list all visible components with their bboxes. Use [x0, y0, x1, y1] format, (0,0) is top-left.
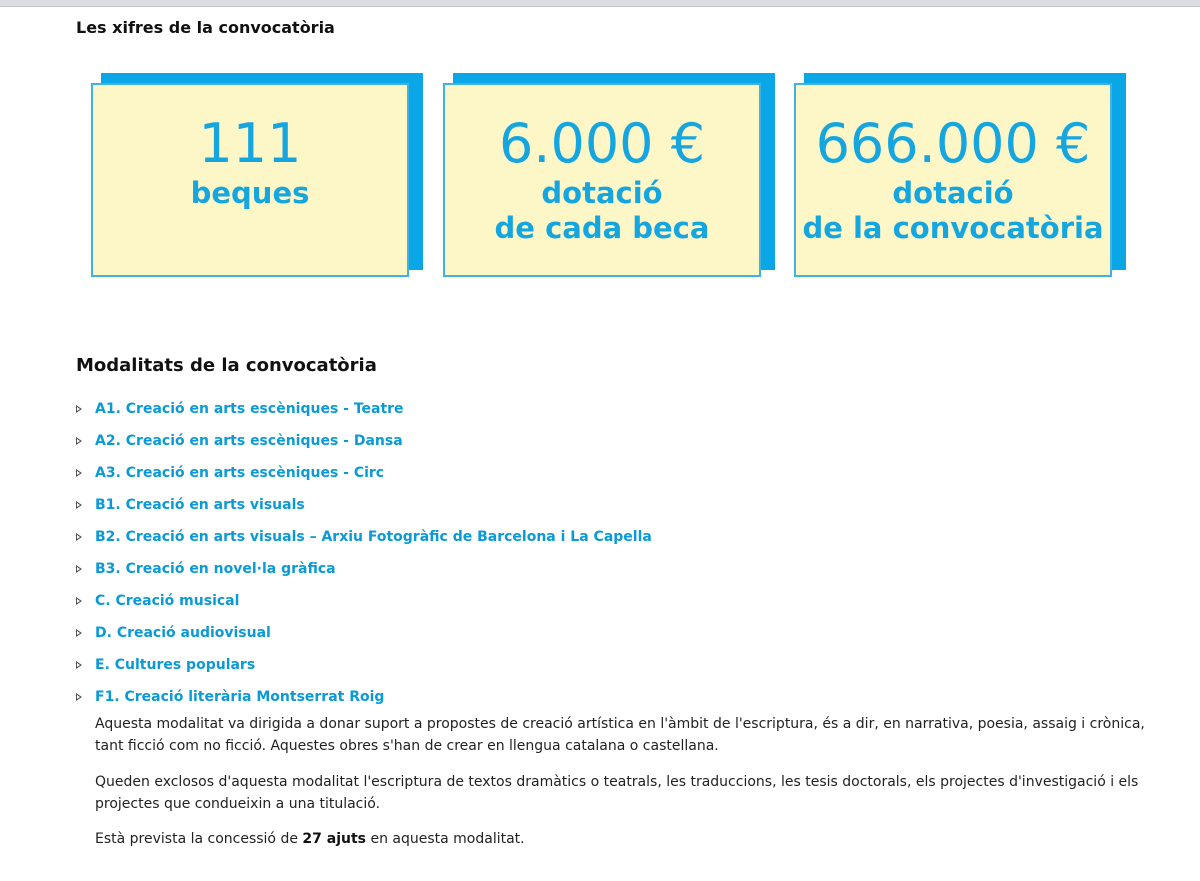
modality-link[interactable]: A3. Creació en arts escèniques - Circ [95, 465, 385, 481]
disclosure-triangle-icon[interactable] [76, 629, 82, 637]
modality-link[interactable]: B3. Creació en novel·la gràfica [95, 561, 336, 577]
disclosure-triangle-icon[interactable] [76, 565, 82, 573]
disclosure-triangle-icon[interactable] [76, 661, 82, 669]
card-face [794, 83, 1112, 277]
modality-item[interactable] [76, 649, 1176, 681]
modality-item[interactable] [76, 425, 1176, 457]
modality-link[interactable]: A2. Creació en arts escèniques - Dansa [95, 433, 403, 449]
modality-link[interactable]: B1. Creació en arts visuals [95, 497, 305, 513]
modalities-section-title: Modalitats de la convocatòria [76, 355, 377, 376]
modality-link[interactable]: B2. Creació en arts visuals – Arxiu Fotogràfic de Barcelona i La Capella [95, 529, 652, 545]
stats-section-title: Les xifres de la convocatòria [76, 18, 335, 37]
modality-link[interactable]: A1. Creació en arts escèniques - Teatre [95, 401, 404, 417]
grants-count: 27 ajuts [302, 831, 367, 847]
stat-card-grants [91, 73, 423, 281]
disclosure-triangle-icon[interactable] [76, 693, 82, 701]
disclosure-triangle-icon[interactable] [76, 469, 82, 477]
stat-label-line2: de la convocatòria [802, 211, 1104, 245]
browser-top-edge [0, 0, 1200, 7]
card-face [91, 83, 409, 277]
disclosure-triangle-icon[interactable] [76, 437, 82, 445]
stat-value: 111 [198, 112, 302, 175]
card-face [443, 83, 761, 277]
disclosure-triangle-icon[interactable] [76, 405, 82, 413]
modality-grants-count [95, 828, 1155, 850]
grants-text-post: en aquesta modalitat. [366, 831, 525, 847]
stat-label-line1: dotació [892, 176, 1014, 210]
modality-link[interactable]: F1. Creació literària Montserrat Roig [95, 689, 385, 705]
disclosure-triangle-icon[interactable] [76, 597, 82, 605]
stat-card-amount-each [443, 73, 775, 281]
modality-link[interactable]: D. Creació audiovisual [95, 625, 271, 641]
stat-value: 666.000 € [815, 112, 1091, 175]
modality-item[interactable] [76, 457, 1176, 489]
stat-label-line2: de cada beca [494, 211, 710, 245]
disclosure-triangle-icon[interactable] [76, 501, 82, 509]
modality-item[interactable] [76, 585, 1176, 617]
modalities-list [76, 393, 1176, 713]
modality-item[interactable] [76, 617, 1176, 649]
modality-item[interactable] [76, 393, 1176, 425]
modality-link[interactable]: C. Creació musical [95, 593, 240, 609]
stat-label-line1: beques [190, 176, 310, 210]
modality-description: Aquesta modalitat va dirigida a donar suport a propostes de creació artística en l'àmbit de l'escriptura, és a dir, en narrativa, poesia, assaig i crònica, tant ficció com no ficció. Aquestes obres s'han de crear en llengua catalana o castellana. [95, 716, 1145, 754]
disclosure-triangle-icon[interactable] [76, 533, 82, 541]
grants-text-pre: Està prevista la concessió de [95, 831, 303, 847]
modality-item[interactable] [76, 553, 1176, 585]
modality-exclusions: Queden exclosos d'aquesta modalitat l'escriptura de textos dramàtics o teatrals, les traduccions, les tesis doctorals, els projectes d'investigació i els projectes que condueixin a una titulació. [95, 774, 1139, 812]
modality-item[interactable] [76, 521, 1176, 553]
stat-value: 6.000 € [498, 112, 706, 175]
modality-item[interactable] [76, 489, 1176, 521]
stat-label-line1: dotació [541, 176, 663, 210]
modality-item-expanded[interactable] [76, 681, 1176, 713]
stat-card-amount-total [794, 73, 1126, 281]
modality-link[interactable]: E. Cultures populars [95, 657, 256, 673]
